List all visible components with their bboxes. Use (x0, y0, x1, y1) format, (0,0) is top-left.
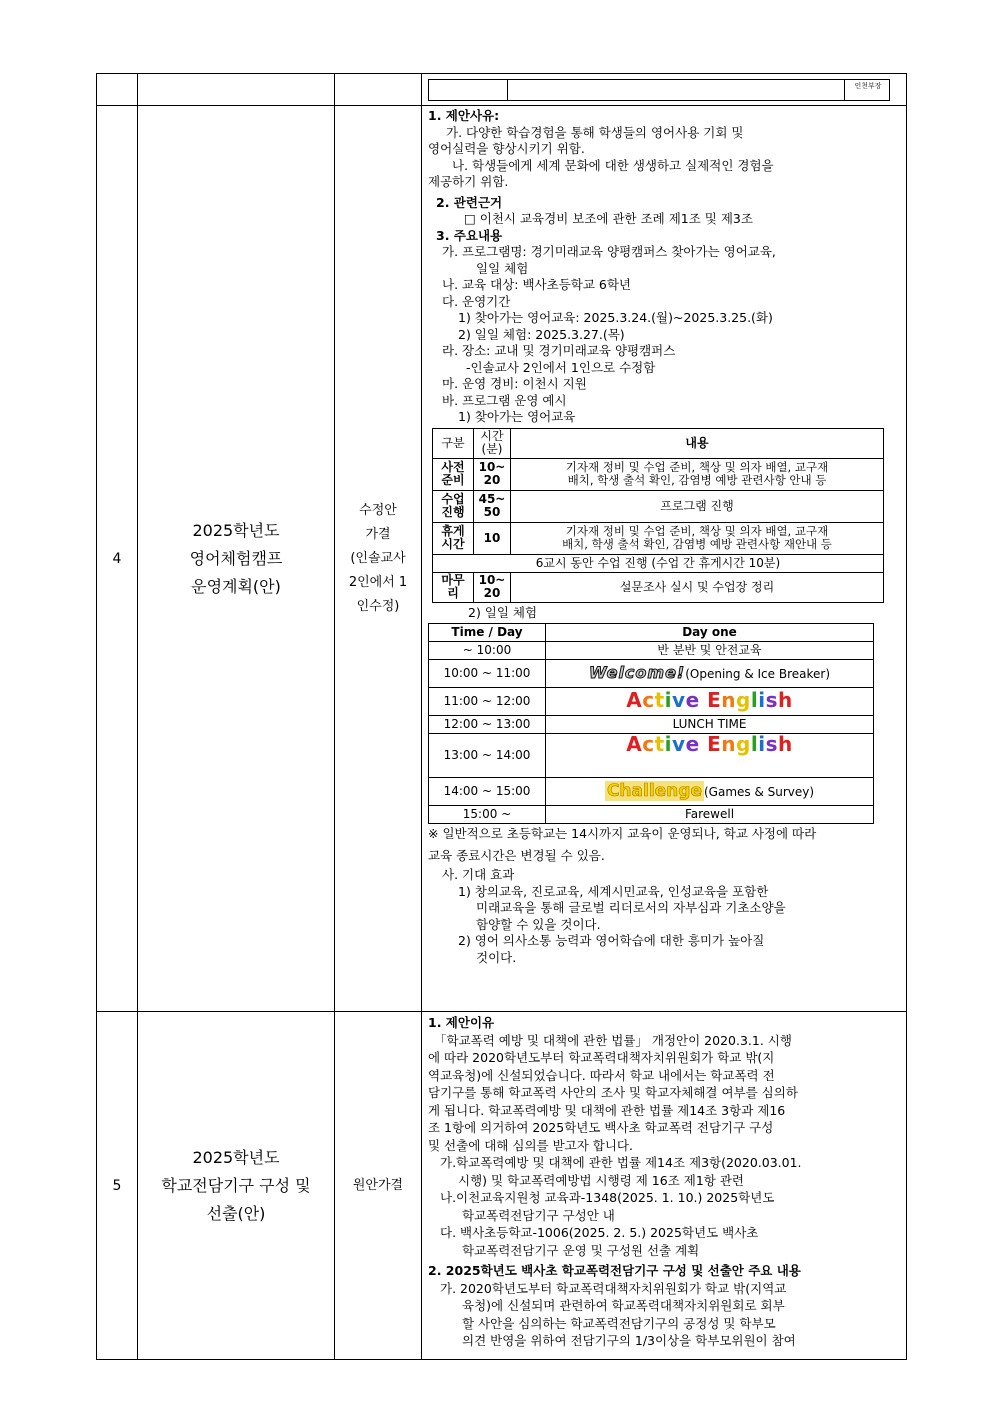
visiting-english-table (432, 428, 884, 603)
table-header-row: 구분 시간 (분) 내용 (433, 428, 884, 458)
table-row: 6교시 동안 수업 진행 (수업 간 휴게시간 10분) (433, 554, 884, 572)
challenge-logo: Challenge (606, 780, 702, 801)
table-row: 마무 리 10~ 20 설문조사 실시 및 수업장 정리 (433, 572, 884, 602)
table-row: 13:00 ~ 14:00 Active English (429, 734, 874, 778)
welcome-logo: Welcome! (588, 662, 686, 682)
table-row: 12:00 ~ 13:00 LUNCH TIME (429, 716, 874, 734)
agenda-content: 1. 제안이유 「학교폭력 예방 및 대책에 관한 법률」 개정안이 2020.3.1. 시행 에 따라 2020학년도부터 학교폭력대책자치위원회가 학교 밖(지 역교육청)에 신설되었습니다. 따라서 학교 내에서는 학교폭력 전 담기구를 통해 학교폭력 사안의 조사 및 학교자체해결 여부를 심의하 게 됩니다. 학교폭력예방 및 대책에 관한 법률 제14조 3항과 제16 조 1항에 의거하여 2025학년도 백사초 학교폭력 전담기구 구성 및 선출에 대해 심의를 받고자 합니다. 가.학교폭력예방 및 대책에 관한 법률 제14조 제3항(2020.03.01. 시행) 및 학교폭력예방법 시행령 제 16조 제1항 관련 나.이천교육지원청 교육과-1348(2025. 1. 10.) 2025학년도 학교폭력전담기구 구성안 내 다. 백사초등학교-1006(2025. 2. 5.) 2025학년도 백사초 학교폭력전담기구 운영 및 구성원 선출 계획 2. 2025학년도 백사초 학교폭력전담기구 구성 및 선출안 주요 내용 가. 2020학년도부터 학교폭력대책자치위원회가 학교 밖(지역교 육청)에 신설되며 관련하여 학교폭력대책자치위원회로 회부 할 사안을 심의하는 학교폭력전담기구의 공정성 및 학부모 의견 반영을 위하여 전담기구의 1/3이상을 학부모위원이 참여 (422, 1012, 907, 1360)
table-row-top (97, 74, 907, 106)
document-page (96, 73, 896, 1360)
day-schedule-table (428, 623, 874, 824)
table-row-5 (97, 1012, 907, 1360)
table-row: 휴게 시간 10 기자재 정비 및 수업 준비, 책상 및 의자 배열, 교구재 배치, 학생 출석 확인, 감염병 예방 관련사항 재안내 등 (433, 522, 884, 554)
row-number: 5 (97, 1012, 138, 1360)
note: ※ 일반적으로 초등학교는 14시까지 교육이 운영되나, 학교 사정에 따라 (428, 826, 817, 841)
decision: 원안가결 (335, 1012, 422, 1360)
table-row: 10:00 ~ 11:00 Welcome!(Opening & Ice Breaker) (429, 660, 874, 688)
section-heading: 1. 제안이유 (428, 1015, 495, 1030)
table-row: 14:00 ~ 15:00 Challenge (Games & Survey) (429, 778, 874, 806)
table-row: 사전 준비 10~ 20 기자재 정비 및 수업 준비, 책상 및 의자 배열, 교구재 배치, 학생 출석 확인, 감염병 예방 관련사항 안내 등 (433, 458, 884, 490)
approval-box (428, 79, 890, 101)
corner-label: 인천부장 (854, 82, 882, 90)
agenda-content: 1. 제안사유: 가. 다양한 학습경험을 통해 학생들의 영어사용 기회 및 영어실력을 향상시키기 위함. 나. 학생들에게 세계 문화에 대한 생생하고 실제적인 경험을 제공하기 위함. 2. 관련근거 □ 이천시 교육경비 보조에 관한 조례 제1조 및 제3조 3. 주요내용 가. 프로그램명: 경기미래교육 양평캠퍼스 찾아가는 영어교육, 일일 체험 나. 교육 대상: 백사초등학교 6학년 다. 운영기간 1) 찾아가는 영어교육: 2025.3.24.(월)~2025.3.25.(화) 2) 일일 체험: 2025.3.27.(목) 라. 장소: 교내 및 경기미래교육 양평캠퍼스 -인솔교사 2인에서 1인으로 수정함 마. 운영 경비: 이천시 지원 바. 프로그램 운영 예시 1) 찾아가는 영어교육 구분 시간 (분) 내용 사전 준비 10~ 20 기자재 정비 및 수업 준비, 책상 및 의자 배열, 교구재 배치, 학생 출석 확인, 감염병 예방 관련사항 안내 등 수업 진행 45~ 50 프로그램 진행 휴게 시간 10 기자재 정비 및 수업 준비, 책상 및 의자 배열, 교구재 배치, 학생 출석 확인, 감염병 예방 관련사항 재안내 등 6교시 동안 수업 진행 (수업 간 휴게시간 10분) 마무 리 10~ 20 설문조사 실시 및 수업장 정리 2) 일일 체험 Time / Day Day one ~ 10:00 반 분반 및 안전교육 10:00 ~ 11:00 Welcome!(Opening & Ice Breaker) 11:00 ~ 12:00 Active English 12:00 ~ 13:00 LUNCH TIME 13:00 ~ 14:00 Active English 14:00 ~ 15:00 Challenge (Games & Survey) 15:00 ~ Farewell ※ 일반적으로 초등학교는 14시까지 교육이 운영되나, 학교 사정에 따라 교육 종료시간은 변경될 수 있음. 사. 기대 효과 1) 창의교육, 진로교육, 세계시민교육, 인성교육을 포함한 미래교육을 통해 글로벌 리더로서의 자부심과 기초소양을 함양할 수 있을 것이다. 2) 영어 의사소통 능력과 영어학습에 대한 흥미가 높아질 것이다. (422, 106, 907, 1012)
agenda-title: 2025학년도 영어체험캠프 운영계획(안) (138, 106, 335, 1012)
table-row-4 (97, 106, 907, 1012)
active-english-logo: Active English (626, 732, 793, 756)
table-row: ~ 10:00 반 분반 및 안전교육 (429, 642, 874, 660)
section-heading: 3. 주요내용 (436, 227, 503, 243)
agenda-title: 2025학년도 학교전담기구 구성 및 선출(안) (138, 1012, 335, 1360)
row-number: 4 (97, 106, 138, 1012)
agenda-table (96, 73, 907, 1360)
active-english-logo: Active English (626, 687, 793, 712)
section-heading: 2. 2025학년도 백사초 학교폭력전담기구 구성 및 선출안 주요 내용 (428, 1263, 801, 1278)
table-row: 11:00 ~ 12:00 Active English (429, 688, 874, 716)
decision: 수정안 가결 (인솔교사 2인에서 1 인수정) (335, 106, 422, 1012)
table-row: 수업 진행 45~ 50 프로그램 진행 (433, 490, 884, 522)
table-header-row: Time / Day Day one (429, 624, 874, 642)
table-row: 15:00 ~ Farewell (429, 806, 874, 824)
section-heading: 1. 제안사유: (428, 108, 500, 123)
section-heading: 2. 관련근거 (436, 194, 503, 210)
